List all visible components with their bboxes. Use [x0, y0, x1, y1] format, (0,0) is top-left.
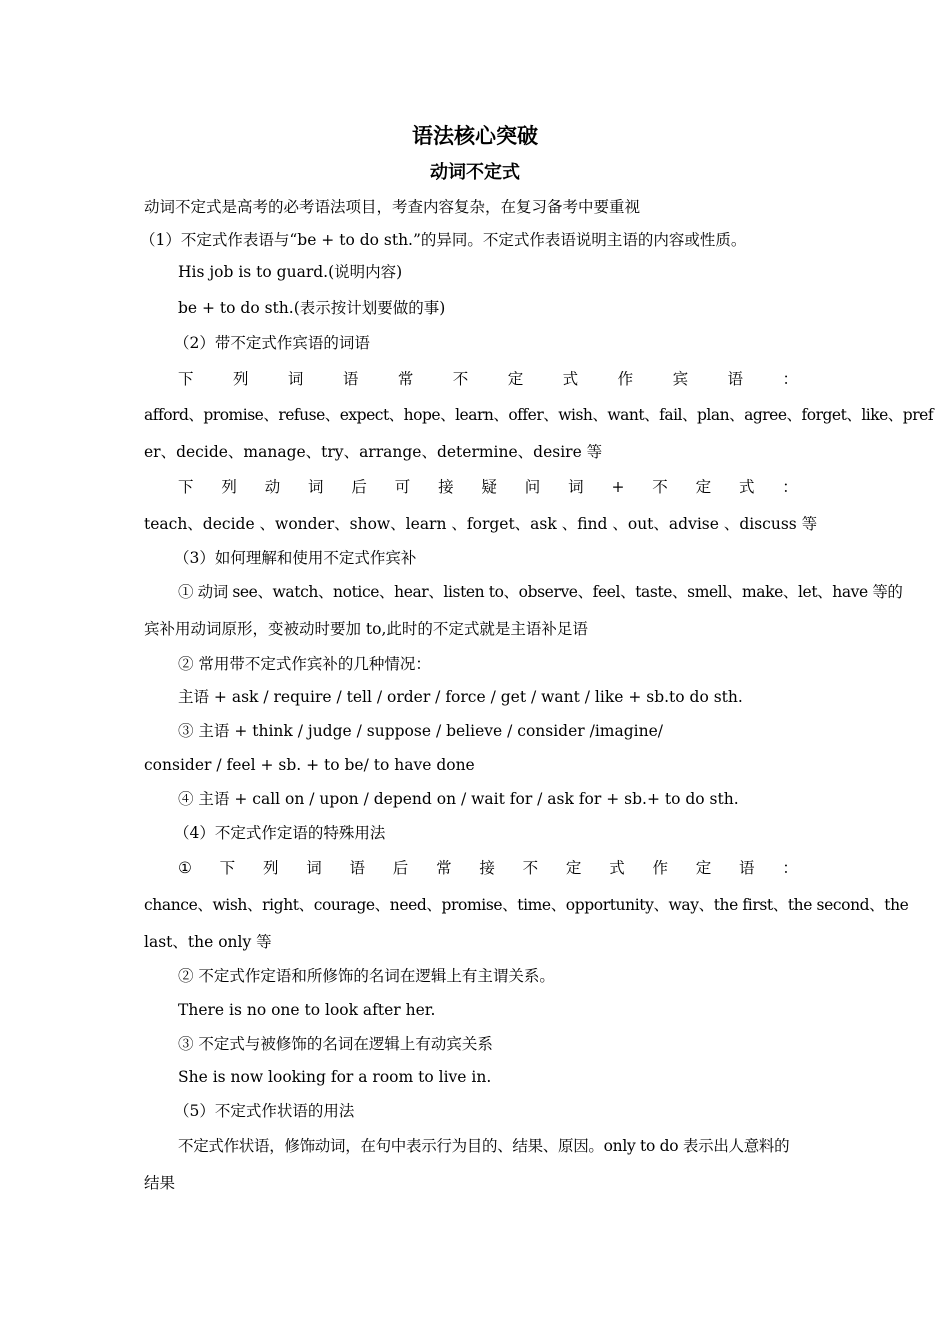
spread-char: +: [611, 478, 625, 496]
section-5-heading: （5）不定式作状语的用法: [174, 1102, 355, 1120]
section-3-heading: （3）如何理解和使用不定式作宾补: [174, 549, 417, 567]
spread-char: 词: [568, 478, 584, 496]
spread-char: 动: [264, 478, 281, 496]
spread-char: 宾: [672, 370, 689, 388]
section-1-heading: （1）不定式作表语与“be + to do sth.”的异同。不定式作表语说明主语的内容或性质。: [140, 231, 747, 249]
section-2-spread-line-2: [178, 476, 798, 498]
spread-char: 式: [562, 370, 579, 388]
section-1-example-1: His job is to guard.(说明内容): [178, 263, 403, 281]
section-4-list-line-2: last、the only 等: [144, 933, 272, 951]
intro-paragraph: 动词不定式是高考的必考语法项目，考查内容复杂，在复习备考中要重视: [144, 198, 641, 216]
section-1-example-2: be + to do sth.(表示按计划要做的事): [178, 299, 446, 317]
spread-char: 式: [609, 859, 625, 877]
page-subtitle: 动词不定式: [430, 162, 520, 183]
spread-char: 语: [342, 370, 359, 388]
section-3-point-3-line-1: ③ 主语 + think / judge / suppose / believe / consider /imagine/: [178, 722, 663, 740]
section-2-verb-list-line-2: er、decide、manage、try、arrange、determine、desire 等: [144, 443, 603, 461]
spread-char: ：: [782, 370, 798, 388]
section-2-heading: （2）带不定式作宾语的词语: [174, 334, 370, 352]
spread-char: 定: [565, 859, 582, 877]
spread-char: 可: [394, 478, 411, 496]
section-4-heading: （4）不定式作定语的特殊用法: [174, 824, 386, 842]
spread-char: ①: [178, 859, 192, 877]
spread-char: ：: [782, 859, 798, 877]
section-3-point-1-line-2: 宾补用动词原形，变被动时要加 to,此时的不定式就是主语补足语: [144, 620, 588, 638]
spread-char: 不: [652, 478, 668, 496]
section-3-point-4: ④ 主语 + call on / upon / depend on / wait for / ask for + sb.+ to do sth.: [178, 790, 739, 808]
spread-char: 语: [739, 859, 755, 877]
section-4-point-3: ③ 不定式与被修饰的名词在逻辑上有动宾关系: [178, 1035, 493, 1053]
section-4-point-3-example: She is now looking for a room to live in.: [178, 1068, 492, 1086]
spread-char: 语: [727, 370, 744, 388]
spread-char: 常: [436, 859, 452, 877]
section-2-spread-line-1: [178, 368, 798, 390]
spread-char: ：: [782, 478, 798, 496]
spread-char: 接: [479, 859, 495, 877]
page-title: 语法核心突破: [412, 124, 538, 148]
section-3-point-2: ② 常用带不定式作宾补的几种情况：: [178, 655, 431, 673]
section-4-point-2-example: There is no one to look after her.: [178, 1001, 436, 1019]
section-5-paragraph-line-2: 结果: [144, 1174, 176, 1192]
spread-char: 后: [351, 478, 367, 496]
spread-char: 词: [306, 859, 322, 877]
section-5-paragraph-line-1: 不定式作状语，修饰动词，在句中表示行为目的、结果、原因。only to do 表示出人意料的: [178, 1137, 790, 1155]
spread-char: 接: [438, 478, 454, 496]
spread-char: 词: [308, 478, 324, 496]
spread-char: 词: [287, 370, 304, 388]
section-4-list-line-1: chance、wish、right、courage、need、promise、time、opportunity、way、the first、the second、the: [144, 896, 909, 914]
spread-char: 定: [695, 859, 712, 877]
spread-char: 不: [522, 859, 539, 877]
spread-char: 式: [738, 478, 755, 496]
spread-char: 定: [507, 370, 524, 388]
section-2-verb-list-2: teach、decide 、wonder、show、learn 、forget、ask 、find 、out、advise 、discuss 等: [144, 515, 818, 533]
spread-char: 定: [695, 478, 712, 496]
spread-char: 语: [349, 859, 366, 877]
spread-char: 作: [652, 859, 668, 877]
spread-char: 列: [221, 478, 237, 496]
section-3-point-2-example: 主语 + ask / require / tell / order / force / get / want / like + sb.to do sth.: [178, 688, 743, 706]
section-2-verb-list-line-1: afford、promise、refuse、expect、hope、learn、offer、wish、want、fail、plan、agree、forget、like、pref: [144, 406, 934, 424]
section-4-point-2: ② 不定式作定语和所修饰的名词在逻辑上有主谓关系。: [178, 967, 555, 985]
spread-char: 疑: [481, 478, 497, 496]
section-4-spread-line: [178, 857, 798, 879]
spread-char: 下: [178, 370, 194, 388]
spread-char: 下: [178, 478, 194, 496]
section-3-point-3-line-2: consider / feel + sb. + to be/ to have done: [144, 756, 475, 774]
section-3-point-1-line-1: ① 动词 see、watch、notice、hear、listen to、observe、feel、taste、smell、make、let、have 等的: [178, 583, 903, 601]
spread-char: 列: [232, 370, 249, 388]
spread-char: 常: [397, 370, 414, 388]
spread-char: 列: [262, 859, 279, 877]
spread-char: 下: [219, 859, 236, 877]
spread-char: 作: [617, 370, 634, 388]
spread-char: 不: [452, 370, 469, 388]
spread-char: 问: [524, 478, 541, 496]
spread-char: 后: [392, 859, 409, 877]
